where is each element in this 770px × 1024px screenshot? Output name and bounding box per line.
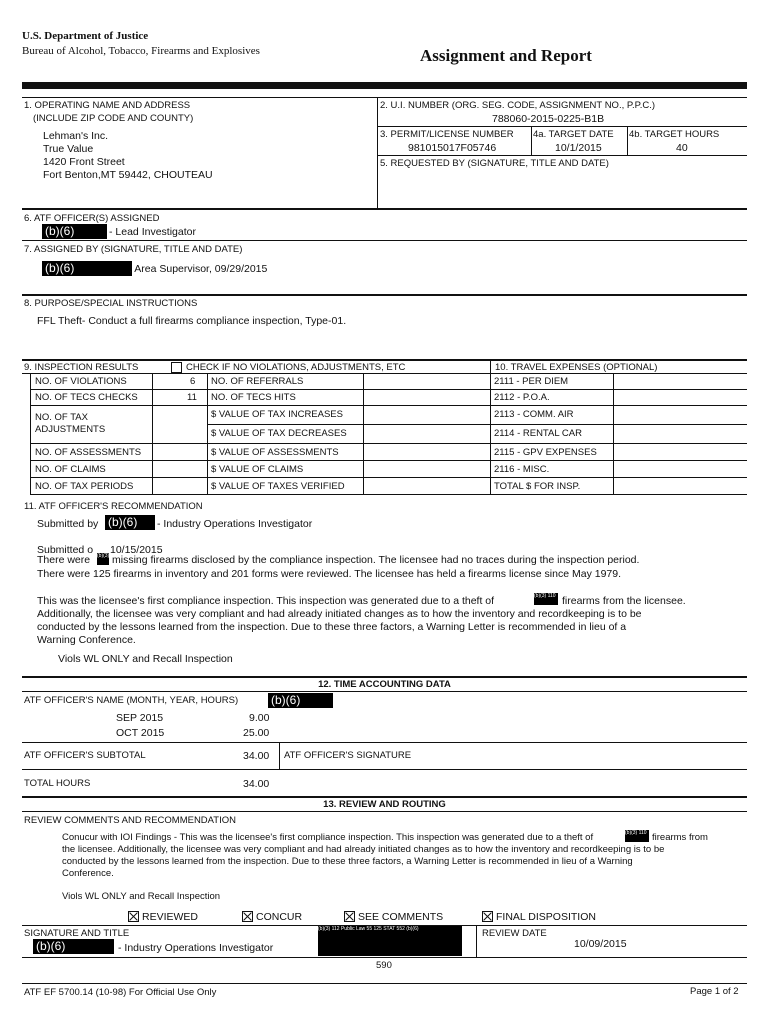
review-p1-rest1: the licensee. Additionally, the licensee was very compliant and had already initiated changes as to how the inventory and recordkeeping is to be (62, 844, 665, 855)
sec4b-label: 4b. TARGET HOURS (629, 129, 720, 140)
reviewed-label: REVIEWED (142, 911, 199, 923)
signature-title-label: SIGNATURE AND TITLE (24, 928, 130, 939)
tax-periods-label: NO. OF TAX PERIODS (35, 481, 134, 492)
tax-decreases-label: $ VALUE OF TAX DECREASES (211, 428, 347, 439)
sec10-label: 10. TRAVEL EXPENSES (OPTIONAL) (495, 362, 658, 373)
officer-signature-label: ATF OFFICER'S SIGNATURE (284, 750, 412, 761)
time-month-2: OCT 2015 (116, 727, 165, 739)
signer-role: - Industry Operations Investigator (118, 942, 274, 954)
form-number: ATF EF 5700.14 (10-98) For Official Use Only (24, 987, 217, 998)
submitted-by-role: - Industry Operations Investigator (157, 518, 313, 530)
target-date: 10/1/2015 (555, 142, 602, 154)
sec3-label: 3. PERMIT/LICENSE NUMBER (380, 129, 514, 140)
rec-p2-pre: This was the licensee's first compliance inspection. This inspection was generated due to a theft of (37, 595, 495, 607)
ui-number: 788060-2015-0225-B1B (492, 113, 605, 125)
rec-p1b: There were 125 firearms in inventory and 201 forms were reviewed. The licensee has held a firearms license since May 1979. (37, 568, 622, 580)
total-hours-label: TOTAL HOURS (24, 778, 91, 789)
time-month-1: SEP 2015 (116, 712, 164, 724)
tecs-hits-label: NO. OF TECS HITS (211, 392, 296, 403)
redaction-signature-stamp: (b)(3) 112 Public Law 55 125 STAT 552 (b)(6) (318, 926, 462, 956)
city-state-zip: Fort Benton,MT 59442, CHOUTEAU (43, 169, 213, 181)
review-comments-label: REVIEW COMMENTS AND RECOMMENDATION (24, 815, 236, 826)
redaction-officer-name: (b)(6) (268, 693, 333, 708)
department-name: U.S. Department of Justice (22, 30, 149, 42)
travel-comm-air: 2113 - COMM. AIR (494, 409, 574, 420)
travel-rental-car: 2114 - RENTAL CAR (494, 428, 582, 439)
redaction-submitter: (b)(6) (105, 515, 155, 530)
travel-per-diem: 2111 - PER DIEM (494, 376, 569, 387)
sec9-label: 9. INSPECTION RESULTS (24, 362, 139, 373)
concur-checkbox[interactable] (242, 911, 253, 922)
operating-name: Lehman's Inc. (43, 130, 109, 142)
form-title: Assignment and Report (420, 46, 592, 65)
redaction-theft-count: (b)(3) 110 (534, 593, 558, 605)
rec-p2-post: firearms from the licensee. (562, 595, 686, 607)
rec-p2-rest2: conducted by the lessons learned from the inspection. Due to these three factors, a Warning Letter is recommended in lieu of a (37, 621, 627, 633)
target-hours: 40 (676, 142, 688, 154)
travel-gpv: 2115 - GPV EXPENSES (494, 447, 597, 458)
bureau-name: Bureau of Alcohol, Tobacco, Firearms and Explosives (22, 45, 260, 57)
redaction-signer: (b)(6) (33, 939, 114, 954)
review-viols: Viols WL ONLY and Recall Inspection (62, 891, 221, 902)
violations-label: NO. OF VIOLATIONS (35, 376, 127, 387)
redaction-officer: (b)(6) (42, 224, 107, 239)
final-disposition-checkbox[interactable] (482, 911, 493, 922)
no-violations-label: CHECK IF NO VIOLATIONS, ADJUSTMENTS, ETC (186, 362, 406, 373)
redaction-assigned-by: (b)(6) (42, 261, 132, 276)
rec-viols: Viols WL ONLY and Recall Inspection (58, 653, 233, 665)
total-hours-value: 34.00 (243, 778, 270, 790)
street-address: 1420 Front Street (43, 156, 125, 168)
time-hours-1: 9.00 (249, 712, 270, 724)
review-date-label: REVIEW DATE (482, 928, 547, 939)
rec-p2-rest3: Warning Conference. (37, 634, 136, 646)
rec-p1a-pre: There were (37, 554, 91, 566)
value-assessments-label: $ VALUE OF ASSESSMENTS (211, 447, 339, 458)
operating-name-2: True Value (43, 143, 94, 155)
review-p1-rest3: Conference. (62, 868, 114, 879)
time-hours-2: 25.00 (243, 727, 270, 739)
redaction-missing-count: (b)(3) 110 (97, 553, 109, 565)
travel-misc: 2116 - MISC. (494, 464, 550, 475)
sec13-heading: 13. REVIEW AND ROUTING (323, 799, 446, 810)
license-number: 981015017F05746 (408, 142, 497, 154)
officer-name-label: ATF OFFICER'S NAME (MONTH, YEAR, HOURS) (24, 695, 239, 706)
taxes-verified-label: $ VALUE OF TAXES VERIFIED (211, 481, 345, 492)
submitted-on-date: 10/15/2015 (110, 544, 163, 556)
officer-role: - Lead Investigator (109, 226, 196, 238)
redaction-review-theft: (b)(3) 110 (625, 830, 649, 842)
sec11-label: 11. ATF OFFICER'S RECOMMENDATION (24, 501, 203, 512)
tecs-checks-value: 11 (187, 392, 197, 403)
violations-value: 6 (190, 376, 196, 387)
sec7-label: 7. ASSIGNED BY (SIGNATURE, TITLE AND DATE) (24, 244, 243, 255)
sec4a-label: 4a. TARGET DATE (533, 129, 614, 140)
review-p1-pre: Conucur with IOI Findings - This was the licensee's first compliance inspection. This inspection was generated due to a theft of (62, 832, 594, 843)
sec1-label: 1. OPERATING NAME AND ADDRESS (24, 100, 191, 111)
no-violations-checkbox[interactable] (171, 362, 182, 373)
sec2-label: 2. U.I. NUMBER (ORG. SEG. CODE, ASSIGNMENT NO., P.P.C.) (380, 100, 656, 111)
assessments-label: NO. OF ASSESSMENTS (35, 447, 142, 458)
page-number-center: 590 (376, 960, 392, 971)
submitted-by-prefix: Submitted by (37, 518, 99, 530)
concur-label: CONCUR (256, 911, 303, 923)
value-claims-label: $ VALUE OF CLAIMS (211, 464, 304, 475)
page-indicator: Page 1 of 2 (690, 986, 739, 997)
purpose: FFL Theft- Conduct a full firearms compliance inspection, Type-01. (37, 315, 347, 327)
travel-poa: 2112 - P.O.A. (494, 392, 550, 403)
referrals-label: NO. OF REFERRALS (211, 376, 304, 387)
tax-adjustments-label-2: ADJUSTMENTS (35, 424, 106, 435)
sec5-label: 5. REQUESTED BY (SIGNATURE, TITLE AND DATE) (380, 158, 609, 169)
review-p1-post: firearms from (652, 832, 708, 843)
tax-adjustments-label: NO. OF TAX (35, 412, 88, 423)
sec6-label: 6. ATF OFFICER(S) ASSIGNED (24, 213, 160, 224)
subtotal-value: 34.00 (243, 750, 270, 762)
subtotal-label: ATF OFFICER'S SUBTOTAL (24, 750, 146, 761)
submitted-on-prefix: Submitted o (37, 544, 94, 556)
header-bar (22, 82, 747, 89)
final-disposition-label: FINAL DISPOSITION (496, 911, 596, 923)
travel-total: TOTAL $ FOR INSP. (494, 481, 581, 492)
reviewed-checkbox[interactable] (128, 911, 139, 922)
sec1-label-sub: (INCLUDE ZIP CODE AND COUNTY) (33, 113, 194, 124)
sec8-label: 8. PURPOSE/SPECIAL INSTRUCTIONS (24, 298, 198, 309)
see-comments-checkbox[interactable] (344, 911, 355, 922)
assigned-by: , Area Supervisor, 09/29/2015 (129, 263, 268, 275)
review-p1-rest2: conducted by the lessons learned from the inspection. Due to these three factors, a Warning Letter is recommended in lieu of a Warning (62, 856, 633, 867)
rec-p1a-post: missing firearms disclosed by the compliance inspection. The licensee had no traces during the inspection period. (112, 554, 640, 566)
review-date: 10/09/2015 (574, 938, 627, 950)
claims-label: NO. OF CLAIMS (35, 464, 106, 475)
tax-increases-label: $ VALUE OF TAX INCREASES (211, 409, 343, 420)
sec12-heading: 12. TIME ACCOUNTING DATA (318, 679, 451, 690)
rec-p2-rest1: Additionally, the licensee was very compliant and had already initiated changes as to how the inventory and recordkeeping is to be (37, 608, 642, 620)
see-comments-label: SEE COMMENTS (358, 911, 444, 923)
tecs-checks-label: NO. OF TECS CHECKS (35, 392, 138, 403)
